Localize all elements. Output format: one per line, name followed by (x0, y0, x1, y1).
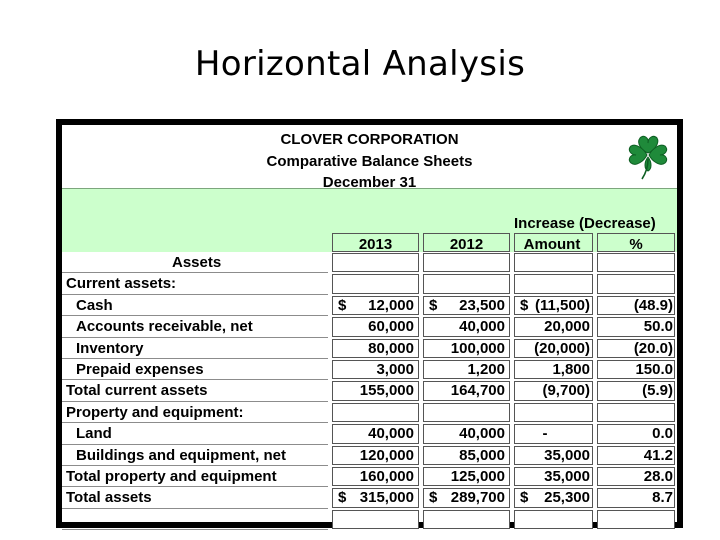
row-divider (62, 444, 328, 445)
column-header-2: Amount (523, 236, 581, 253)
dollar-sign: $ (429, 489, 438, 507)
cell-value: 155,000 (359, 382, 414, 400)
section-header-assets: Assets (172, 254, 222, 271)
value-cell (332, 510, 419, 529)
dollar-sign: $ (520, 489, 529, 507)
cell-value: 41.2 (643, 446, 673, 464)
cell-value: 40,000 (459, 318, 505, 336)
balance-sheet-table (56, 119, 683, 528)
value-cell (423, 274, 510, 293)
column-header-0: 2013 (358, 236, 393, 253)
cell-value: 28.0 (643, 468, 673, 485)
cell-value: (9,700) (542, 382, 590, 400)
value-cell (597, 274, 675, 293)
dollar-sign: $ (338, 489, 347, 507)
value-cell (514, 403, 593, 422)
cell-value: 1,800 (552, 361, 590, 378)
dollar-sign: $ (338, 296, 347, 314)
cell-value: 1,200 (467, 361, 505, 378)
cell-value: (5.9) (642, 382, 673, 400)
row-label: Buildings and equipment, net (76, 446, 286, 464)
row-divider (62, 486, 328, 487)
cell-value: (20.0) (633, 339, 673, 357)
dollar-sign: $ (520, 296, 529, 314)
value-cell (597, 510, 675, 529)
cell-value: 160,000 (359, 468, 414, 485)
value-cell (332, 403, 419, 422)
value-cell (423, 510, 510, 529)
row-label: Cash (76, 296, 113, 314)
row-divider (62, 358, 328, 359)
slide-title: Horizontal Analysis (194, 44, 526, 84)
cell-value: 289,700 (450, 489, 505, 507)
row-label: Current assets: (66, 275, 177, 293)
cell-value: 100,000 (450, 339, 505, 357)
statement-name: Comparative Balance Sheets (266, 153, 473, 170)
cell-value: - (542, 425, 548, 443)
clover-icon (622, 129, 674, 181)
value-cell (597, 253, 675, 272)
cell-value: 40,000 (459, 425, 505, 443)
row-label: Inventory (76, 339, 144, 357)
cell-value: 12,000 (368, 296, 414, 314)
row-divider (62, 529, 328, 530)
cell-value: 80,000 (368, 339, 414, 357)
row-divider (62, 379, 328, 380)
cell-value: 0.0 (652, 425, 673, 443)
value-cell (332, 253, 419, 272)
cell-value: 125,000 (450, 468, 505, 485)
column-header-3: % (629, 236, 643, 253)
row-divider (62, 272, 328, 273)
row-divider (62, 465, 328, 466)
cell-value: 150.0 (635, 361, 673, 378)
value-cell (332, 274, 419, 293)
balance-sheet-body (62, 125, 677, 522)
row-divider (62, 508, 328, 509)
row-label: Total property and equipment (66, 468, 277, 485)
value-cell (597, 403, 675, 422)
row-label: Land (76, 425, 112, 443)
value-cell (423, 403, 510, 422)
value-cell (514, 510, 593, 529)
cell-value: 164,700 (450, 382, 505, 400)
cell-value: 35,000 (544, 446, 590, 464)
row-divider (62, 401, 328, 402)
cell-value: 35,000 (544, 468, 590, 485)
cell-value: 50.0 (643, 318, 673, 336)
row-label: Accounts receivable, net (76, 318, 253, 336)
cell-value: 85,000 (459, 446, 505, 464)
cell-value: 23,500 (459, 296, 505, 314)
cell-value: (11,500) (534, 296, 590, 314)
row-label: Total assets (66, 489, 152, 507)
cell-value: 3,000 (376, 361, 414, 378)
value-cell (423, 253, 510, 272)
cell-value: 60,000 (368, 318, 414, 336)
column-header-1: 2012 (449, 236, 484, 253)
cell-value: 25,300 (544, 489, 590, 507)
cell-value: 120,000 (359, 446, 414, 464)
row-divider (62, 422, 328, 423)
row-label: Property and equipment: (66, 403, 244, 421)
row-label: Total current assets (66, 382, 208, 400)
cell-value: (48.9) (633, 296, 673, 314)
statement-date: December 31 (322, 174, 417, 191)
row-divider (62, 337, 328, 338)
cell-value: 40,000 (368, 425, 414, 443)
dollar-sign: $ (429, 296, 438, 314)
cell-value: 315,000 (359, 489, 414, 507)
cell-value: (20,000) (534, 339, 590, 357)
cell-value: 8.7 (652, 489, 673, 507)
row-label: Prepaid expenses (76, 361, 204, 378)
increase-decrease-header: Increase (Decrease) (514, 215, 656, 232)
row-divider (62, 315, 328, 316)
row-divider (62, 294, 328, 295)
company-name: CLOVER CORPORATION (280, 131, 459, 148)
value-cell (514, 274, 593, 293)
cell-value: 20,000 (544, 318, 590, 336)
value-cell (514, 253, 593, 272)
